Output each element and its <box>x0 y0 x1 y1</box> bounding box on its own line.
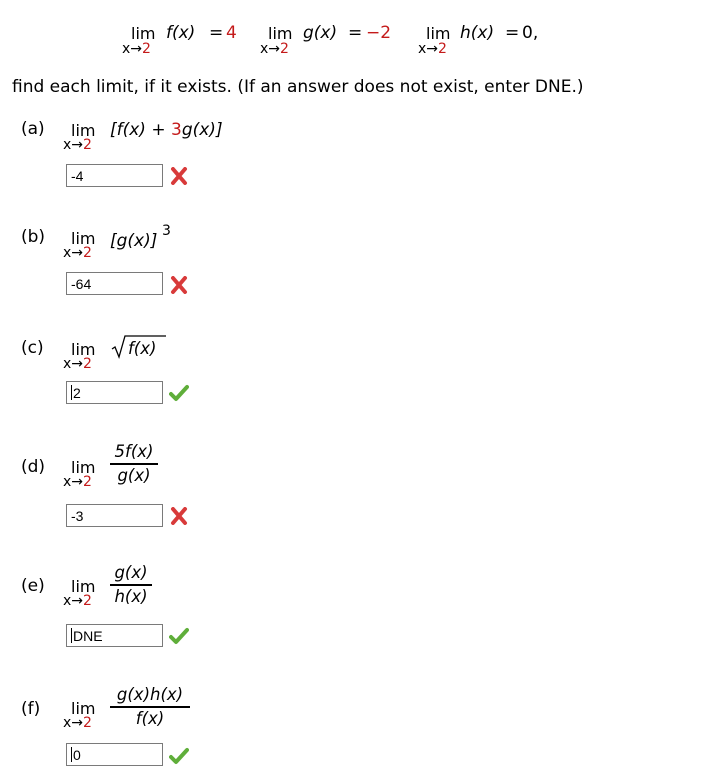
given-g-lim: lim <box>268 24 293 43</box>
given-h-value: 0, <box>522 23 539 43</box>
answer-input[interactable]: -64 <box>66 272 163 295</box>
given-h-sub: x→2 <box>418 41 447 57</box>
given-f-eq: = <box>209 23 224 43</box>
answer-input[interactable]: 0 <box>66 743 163 766</box>
part-label: (c) <box>21 338 44 358</box>
expression: [f(x) + 3g(x)] <box>110 120 223 140</box>
given-f-sub: x→2 <box>122 41 151 57</box>
fraction <box>110 562 152 608</box>
answer-input[interactable]: -4 <box>66 164 163 187</box>
denominator: h(x) <box>114 586 148 606</box>
numerator: 5f(x) <box>114 442 154 461</box>
part-label: (f) <box>21 699 41 719</box>
part-label: (a) <box>21 119 45 139</box>
limit-subscript: x→2 <box>63 715 92 731</box>
denominator: g(x) <box>117 465 151 485</box>
x-mark-icon <box>169 276 189 294</box>
limit-word: lim <box>71 229 96 248</box>
limit-word: lim <box>71 121 96 140</box>
check-mark-icon <box>169 627 189 645</box>
expression: [g(x)] <box>110 231 158 251</box>
limit-word: lim <box>71 699 96 718</box>
given-g-eq: = <box>348 23 363 43</box>
x-mark-icon <box>169 507 189 525</box>
x-mark-icon <box>169 167 189 185</box>
limit-word: lim <box>71 340 96 359</box>
numerator: g(x)h(x) <box>116 685 184 704</box>
check-mark-icon <box>169 747 189 765</box>
exponent: 3 <box>162 223 171 239</box>
given-g-value: −2 <box>366 23 392 43</box>
given-h-lim: lim <box>426 24 451 43</box>
part-label: (e) <box>21 576 45 596</box>
given-h-eq: = <box>505 23 520 43</box>
fraction <box>110 684 190 730</box>
limit-word: lim <box>71 577 96 596</box>
limit-word: lim <box>71 458 96 477</box>
given-f-func: f(x) <box>166 23 196 43</box>
given-g-func: g(x) <box>303 23 338 43</box>
given-g-sub: x→2 <box>260 41 289 57</box>
given-f-value: 4 <box>226 23 237 43</box>
part-label: (b) <box>21 227 46 247</box>
given-h-func: h(x) <box>460 23 495 43</box>
limit-subscript: x→2 <box>63 245 92 261</box>
answer-input[interactable]: -3 <box>66 504 163 527</box>
limit-subscript: x→2 <box>63 593 92 609</box>
check-mark-icon <box>169 384 189 402</box>
denominator: f(x) <box>135 708 165 728</box>
part-label: (d) <box>21 457 46 477</box>
limit-subscript: x→2 <box>63 137 92 153</box>
answer-input[interactable]: DNE <box>66 624 163 647</box>
instruction-text: find each limit, if it exists. (If an answer does not exist, enter DNE.) <box>12 77 584 97</box>
limit-subscript: x→2 <box>63 356 92 372</box>
given-f-lim: lim <box>131 24 156 43</box>
answer-input[interactable]: 2 <box>66 381 163 404</box>
limit-subscript: x→2 <box>63 474 92 490</box>
numerator: g(x) <box>114 563 148 582</box>
fraction <box>110 441 158 487</box>
expression: f(x) <box>128 339 157 358</box>
